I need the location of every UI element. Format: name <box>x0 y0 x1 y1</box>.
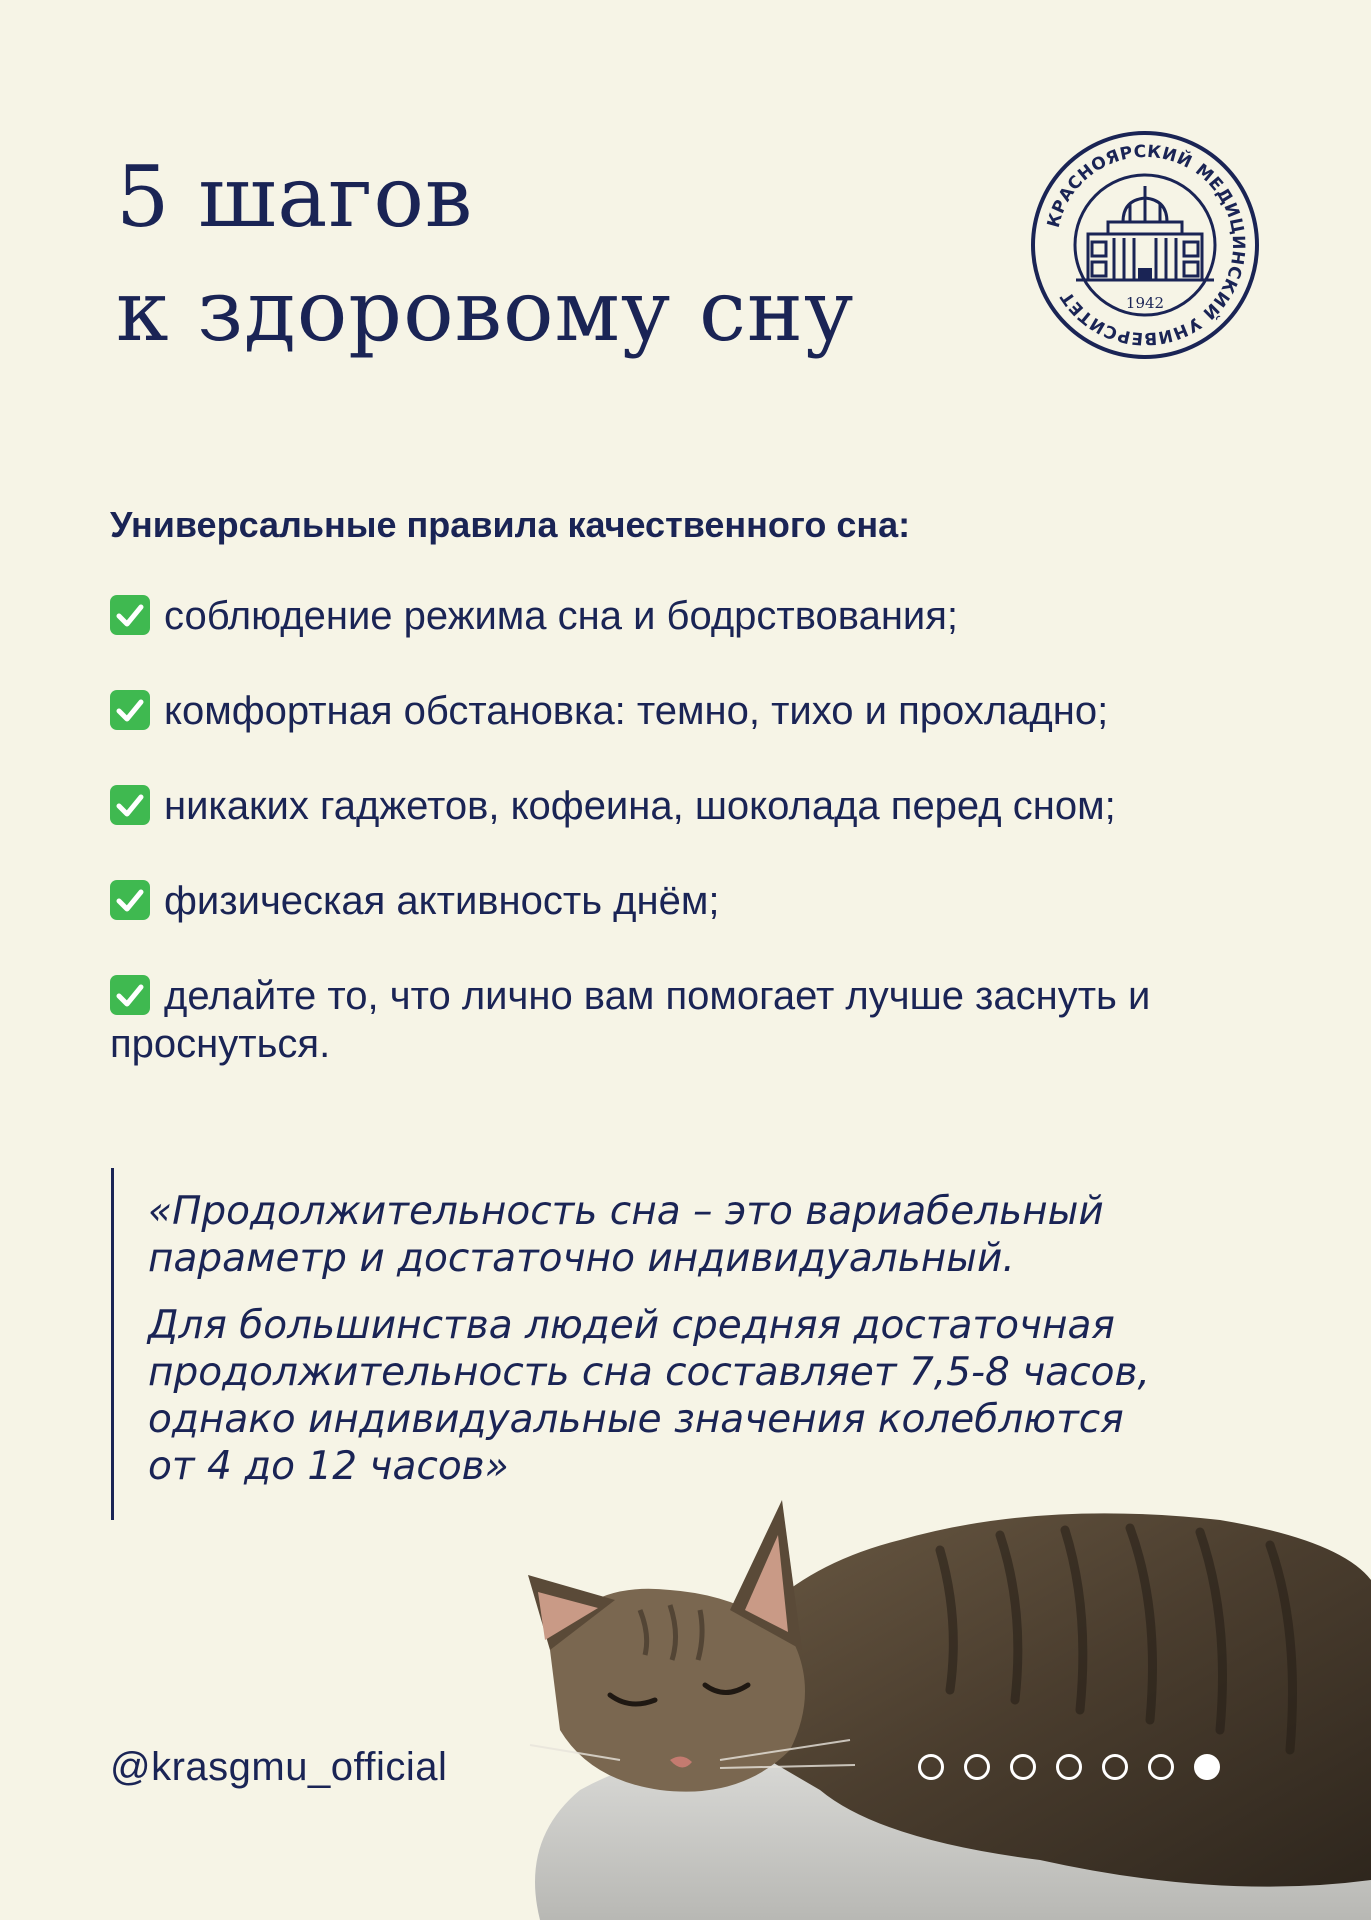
rule-text: соблюдение режима сна и бодрствования; <box>164 594 959 638</box>
title-line-2: к здоровому сну <box>116 262 855 360</box>
check-mark-icon <box>110 975 150 1015</box>
pagination-dot[interactable] <box>1102 1754 1128 1780</box>
rule-item <box>110 687 1260 735</box>
rule-text: физическая активность днём; <box>164 879 720 923</box>
instagram-handle[interactable]: @krasgmu_official <box>110 1745 448 1789</box>
check-mark-icon <box>110 880 150 920</box>
pagination-dot[interactable] <box>918 1754 944 1780</box>
rule-text: комфортная обстановка: темно, тихо и прохладно; <box>164 689 1109 733</box>
pagination-dot[interactable] <box>964 1754 990 1780</box>
check-mark-icon <box>110 690 150 730</box>
rule-item <box>110 972 1260 1068</box>
rule-item <box>110 782 1260 830</box>
quote-paragraph-1: «Продолжительность сна – это вариабельный параметр и достаточно индивидуальный. <box>148 1189 1104 1281</box>
rule-text: делайте то, что лично вам помогает лучше заснуть и проснуться. <box>110 974 1151 1066</box>
page-title <box>116 140 854 368</box>
quote-bar <box>111 1168 114 1520</box>
rule-item <box>110 592 1260 640</box>
check-mark-icon <box>110 785 150 825</box>
sleeping-cat-image <box>520 1460 1371 1920</box>
quote-paragraph-2: Для большинства людей средняя достаточная продолжительность сна составляет 7,5-8 часов, однако индивидуальные значения колеблются от 4 до 12 часов» <box>148 1303 1150 1489</box>
logo-year: 1942 <box>1125 294 1165 312</box>
pagination-dot-active[interactable] <box>1194 1754 1220 1780</box>
rule-item <box>110 877 1260 925</box>
pagination-dots <box>918 1754 1220 1780</box>
logo-ring-text: КРАСНОЯРСКИЙ МЕДИЦИНСКИЙ УНИВЕРСИТЕТ <box>1043 141 1249 349</box>
pagination-dot[interactable] <box>1148 1754 1174 1780</box>
title-line-1: 5 шагов <box>116 148 474 246</box>
pagination-dot[interactable] <box>1010 1754 1036 1780</box>
rules-heading: Универсальные правила качественного сна: <box>110 504 911 545</box>
university-logo <box>1030 130 1260 360</box>
rule-text: никаких гаджетов, кофеина, шоколада перед сном; <box>164 784 1116 828</box>
check-mark-icon <box>110 595 150 635</box>
pagination-dot[interactable] <box>1056 1754 1082 1780</box>
rules-list <box>110 592 1260 1115</box>
